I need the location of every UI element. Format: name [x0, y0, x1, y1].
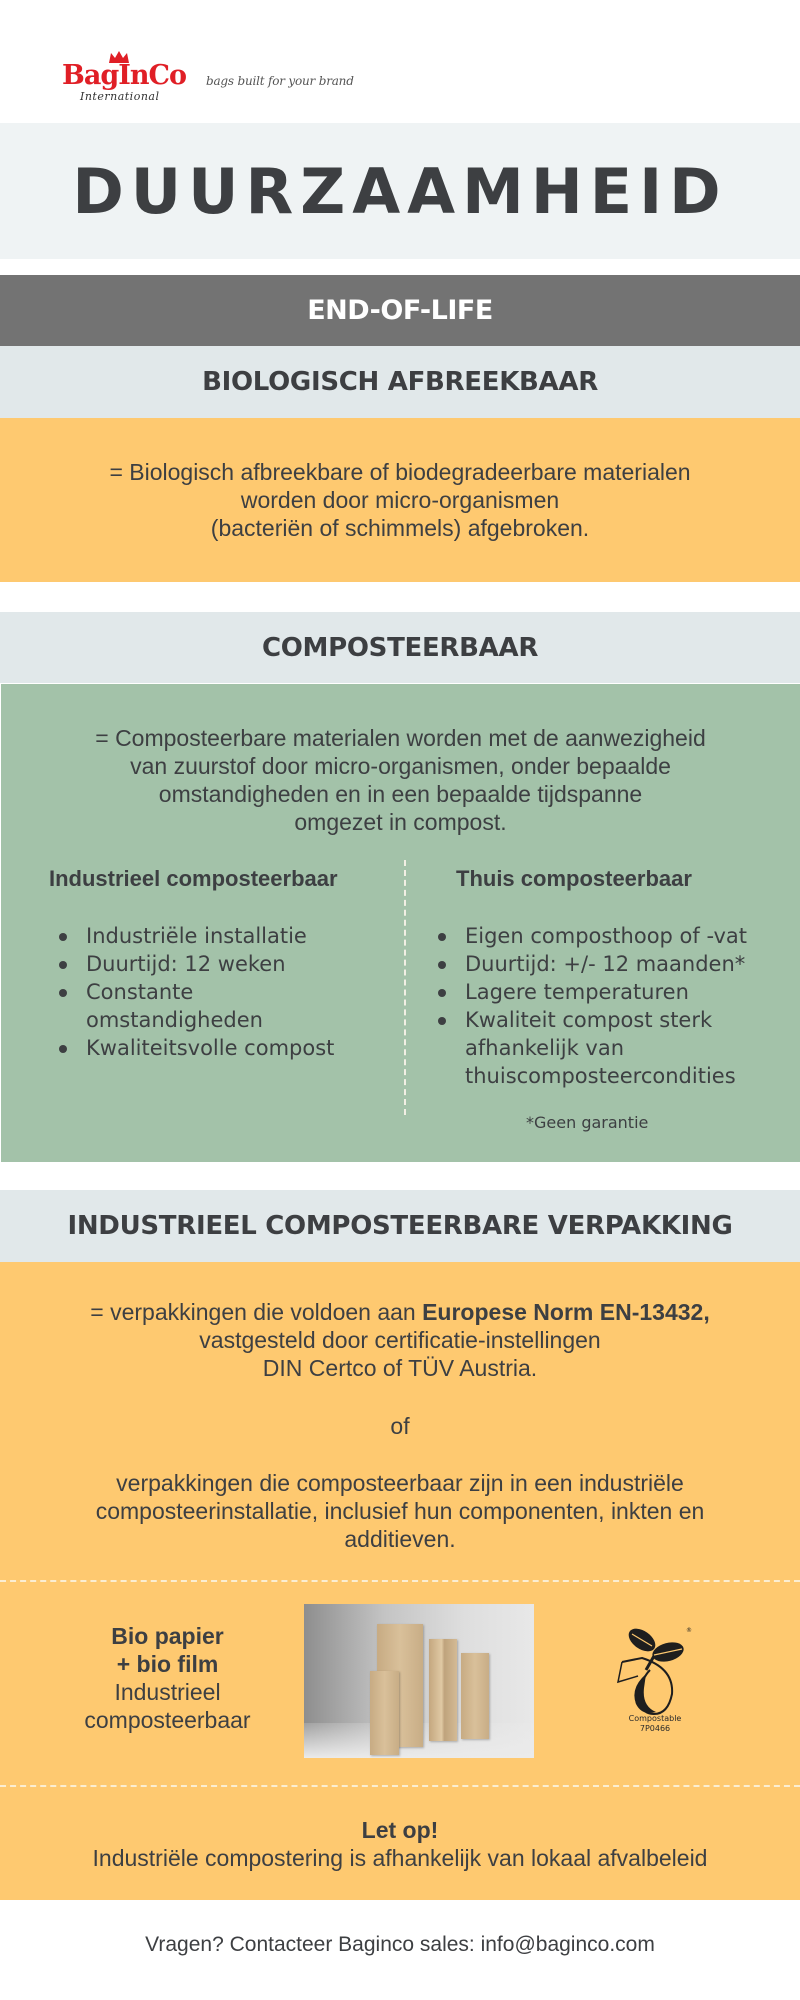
- list-item: Lagere temperaturen: [428, 978, 785, 1006]
- definition-line: verpakkingen die composteerbaar zijn in een industriële: [116, 1470, 684, 1496]
- dashed-divider: [0, 1580, 800, 1582]
- bullet-icon: [59, 989, 67, 997]
- packaging-header: [0, 1190, 800, 1262]
- definition-line: van zuurstof door micro-organismen, onder bepaalde: [130, 753, 671, 779]
- end-of-life-band: [0, 275, 800, 346]
- end-of-life-heading: END-OF-LIFE: [307, 295, 493, 326]
- biodegradable-body: [0, 418, 800, 582]
- warning-title: Let op!: [361, 1817, 439, 1843]
- contact-line: Vragen? Contacteer Baginco sales: info@baginco.com: [145, 1933, 655, 1956]
- definition-line: DIN Certco of TÜV Austria.: [262, 1355, 538, 1381]
- definition-line: = Biologisch afbreekbare of biodegradeerbare materialen: [109, 459, 691, 485]
- biodegradable-definition: [109, 458, 690, 542]
- list-item: Duurtijd: 12 weken: [49, 950, 389, 978]
- home-compostable-heading: Thuis composteerbaar: [456, 866, 692, 891]
- bullet-icon: [59, 1045, 67, 1053]
- bag-shape: [461, 1653, 489, 1739]
- bullet-icon: [438, 961, 446, 969]
- list-item: Kwaliteitsvolle compost: [49, 1034, 389, 1062]
- definition-line: = Composteerbare materialen worden met de aanwezigheid: [95, 725, 706, 751]
- product-name-line: Bio papier: [111, 1623, 224, 1649]
- definition-line: composteerinstallatie, inclusief hun componenten, inkten en: [95, 1498, 705, 1524]
- bag-shape: [429, 1639, 457, 1741]
- or-separator: of: [390, 1413, 410, 1439]
- bullet-icon: [438, 933, 446, 941]
- definition-line: worden door micro-organismen: [240, 487, 560, 513]
- warning-text: Industriële compostering is afhankelijk van lokaal afvalbeleid: [92, 1845, 708, 1871]
- dashed-divider: [0, 1785, 800, 1787]
- definition-line: omgezet in compost.: [294, 809, 507, 835]
- title-band: [0, 123, 800, 259]
- kraft-bags-photo: [304, 1604, 534, 1758]
- list-item: Industriële installatie: [49, 922, 389, 950]
- baginco-logo: [62, 50, 192, 108]
- packaging-definition: [0, 1298, 800, 1382]
- column-divider: [404, 860, 406, 1115]
- compostable-header: [0, 612, 800, 683]
- bag-shape: [370, 1671, 399, 1755]
- tagline: bags built for your brand: [206, 74, 354, 88]
- definition-line: additieven.: [344, 1526, 456, 1552]
- bullet-icon: [438, 989, 446, 997]
- page-title: DUURZAAMHEID: [72, 154, 728, 228]
- norm-highlight: Europese Norm EN-13432,: [422, 1299, 710, 1325]
- bullet-icon: [59, 961, 67, 969]
- logo-subtitle: International: [80, 90, 160, 103]
- list-item: Constante omstandigheden: [49, 978, 289, 1034]
- product-label: [60, 1622, 275, 1734]
- compostable-heading: COMPOSTEERBAAR: [261, 632, 539, 663]
- bullet-icon: [59, 933, 67, 941]
- packaging-heading: INDUSTRIEEL COMPOSTEERBARE VERPAKKING: [67, 1211, 733, 1241]
- definition-line: (bacteriën of schimmels) afgebroken.: [210, 515, 590, 541]
- product-type-line: composteerbaar: [84, 1707, 251, 1733]
- product-type-line: Industrieel: [114, 1679, 221, 1705]
- list-item: Kwaliteit compost sterk afhankelijk van thuiscomposteercondities: [428, 1006, 758, 1090]
- bullet-icon: [438, 1017, 446, 1025]
- industrial-compostable-heading: Industrieel composteerbaar: [49, 866, 338, 891]
- compostable-definition: [1, 724, 800, 836]
- biodegradable-header: [0, 346, 800, 418]
- industrial-compostable-column: [49, 866, 389, 1062]
- definition-line: = verpakkingen die voldoen aan Europese Norm EN-13432,: [90, 1299, 710, 1325]
- home-compostable-column: [455, 866, 785, 1090]
- footnote: *Geen garantie: [526, 1113, 649, 1132]
- list-item: Eigen composthoop of -vat: [428, 922, 785, 950]
- definition-line: vastgesteld door certificatie-instellingen: [199, 1327, 601, 1353]
- certification-name: Compostable: [628, 1714, 682, 1723]
- svg-text:®: ®: [686, 1627, 692, 1634]
- definition-line: omstandigheden en in een bepaalde tijdspanne: [158, 781, 643, 807]
- packaging-alternative-definition: [0, 1469, 800, 1553]
- list-item: Duurtijd: +/- 12 maanden*: [428, 950, 785, 978]
- certification-label: [600, 1714, 710, 1734]
- certification-code: 7P0466: [639, 1724, 671, 1733]
- industrial-list: [49, 922, 389, 1062]
- warning-note: [0, 1816, 800, 1872]
- home-list: [428, 922, 785, 1090]
- logo-wordmark: BagInCo: [62, 60, 186, 91]
- biodegradable-heading: BIOLOGISCH AFBREEKBAAR: [202, 367, 598, 397]
- product-name-line: + bio film: [116, 1651, 219, 1677]
